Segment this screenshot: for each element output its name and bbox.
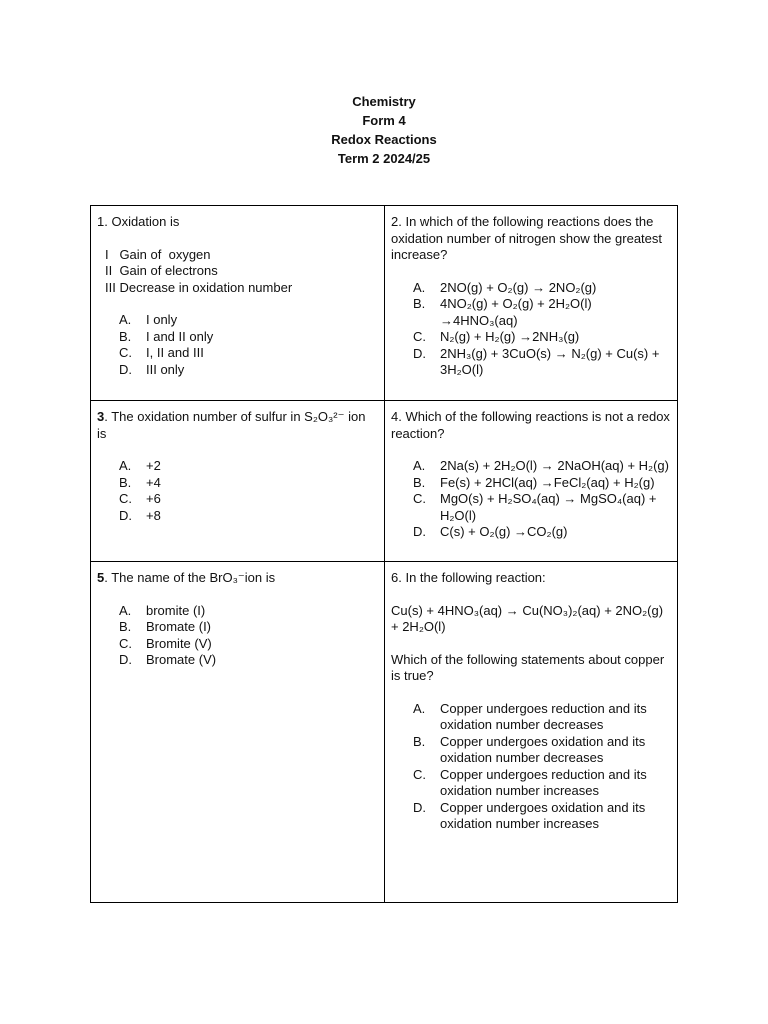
option-d[interactable]: D. Copper undergoes oxidation and its oxidation number increases (413, 799, 646, 831)
question-1-options (97, 312, 378, 378)
option-c[interactable]: C. Copper undergoes reduction and its oxidation number increases (413, 766, 647, 798)
option-a[interactable]: A. 2NO(g) + O₂(g) → 2NO₂(g) (413, 279, 597, 295)
question-6-options (391, 701, 671, 833)
question-6-question: Which of the following statements about copper is true? (391, 651, 665, 683)
question-1-stem: 1. Oxidation is (97, 214, 180, 229)
question-5-stem-text: . The name of the BrO₃⁻ion is (104, 570, 276, 585)
question-3-options (97, 458, 378, 524)
subject-title: Chemistry (352, 94, 416, 109)
option-b[interactable]: B. 4NO₂(g) + O₂(g) + 2H₂O(l) →4HNO₃(aq) (413, 296, 592, 328)
statement-1: I Gain of oxygen (105, 246, 211, 262)
question-2-stem: 2. In which of the following reactions does the oxidation number of nitrogen show the greatest increase? (391, 214, 663, 262)
question-3-cell (91, 401, 384, 561)
term-title: Term 2 2024/25 (337, 151, 431, 166)
option-d[interactable]: D. III only (119, 361, 185, 377)
question-1-statements (97, 247, 378, 297)
question-6-equation: Cu(s) + 4HNO₃(aq) → Cu(NO₃)₂(aq) + 2NO₂(g) + 2H₂O(l) (391, 602, 664, 634)
option-c[interactable]: C. I, II and III (119, 345, 204, 360)
option-b[interactable]: B. I and II only (119, 328, 214, 344)
document-header (0, 92, 768, 168)
topic-title: Redox Reactions (331, 132, 437, 147)
option-b[interactable]: B. Copper undergoes oxidation and its oxidation number decreases (413, 733, 646, 765)
option-a[interactable]: A. Copper undergoes reduction and its oxidation number decreases (413, 700, 647, 732)
option-c[interactable]: C. MgO(s) + H₂SO₄(aq) → MgSO₄(aq) + H₂O(l) (413, 491, 657, 523)
question-6-stem: 6. In the following reaction: (391, 570, 546, 585)
option-c[interactable]: C. +6 (119, 491, 161, 506)
questions-table (90, 205, 678, 903)
question-5-stem (97, 570, 378, 587)
option-d[interactable]: D. Bromate (V) (119, 652, 217, 667)
option-a[interactable]: A. I only (119, 312, 178, 327)
question-5-cell (91, 562, 384, 902)
question-5-options (97, 603, 378, 669)
option-b[interactable]: B. +4 (119, 474, 161, 490)
option-d[interactable]: D. C(s) + O₂(g) →CO₂(g) (413, 524, 568, 539)
question-2-cell (385, 206, 677, 400)
form-title: Form 4 (362, 113, 406, 128)
option-b[interactable]: B. Bromate (I) (119, 619, 212, 634)
option-c[interactable]: C. Bromite (V) (119, 635, 212, 651)
question-2-options (391, 280, 671, 379)
question-6-cell (385, 562, 677, 902)
option-a[interactable]: A. bromite (I) (119, 602, 206, 618)
option-a[interactable]: A. +2 (119, 458, 161, 473)
question-3-number: 3 (97, 409, 105, 424)
question-4-cell (385, 401, 677, 561)
question-4-stem: 4. Which of the following reactions is not a redox reaction? (391, 409, 670, 441)
question-3-stem-text: . The oxidation number of sulfur in S₂O₃²⁻ ion is (97, 409, 366, 441)
statement-3: III Decrease in oxidation number (105, 279, 293, 295)
question-4-options (391, 458, 671, 541)
question-3-stem (97, 409, 378, 442)
option-d[interactable]: D. +8 (119, 507, 161, 523)
option-d[interactable]: D. 2NH₃(g) + 3CuO(s) → N₂(g) + Cu(s) + 3H₂O(l) (413, 345, 660, 377)
statement-2: II Gain of electrons (105, 263, 218, 278)
question-5-number: 5 (97, 570, 105, 585)
option-a[interactable]: A. 2Na(s) + 2H₂O(l) → 2NaOH(aq) + H₂(g) (413, 458, 669, 473)
option-c[interactable]: C. N₂(g) + H₂(g) →2NH₃(g) (413, 329, 580, 344)
option-b[interactable]: B. Fe(s) + 2HCl(aq) →FeCl₂(aq) + H₂(g) (413, 474, 655, 490)
question-1-cell (91, 206, 384, 400)
